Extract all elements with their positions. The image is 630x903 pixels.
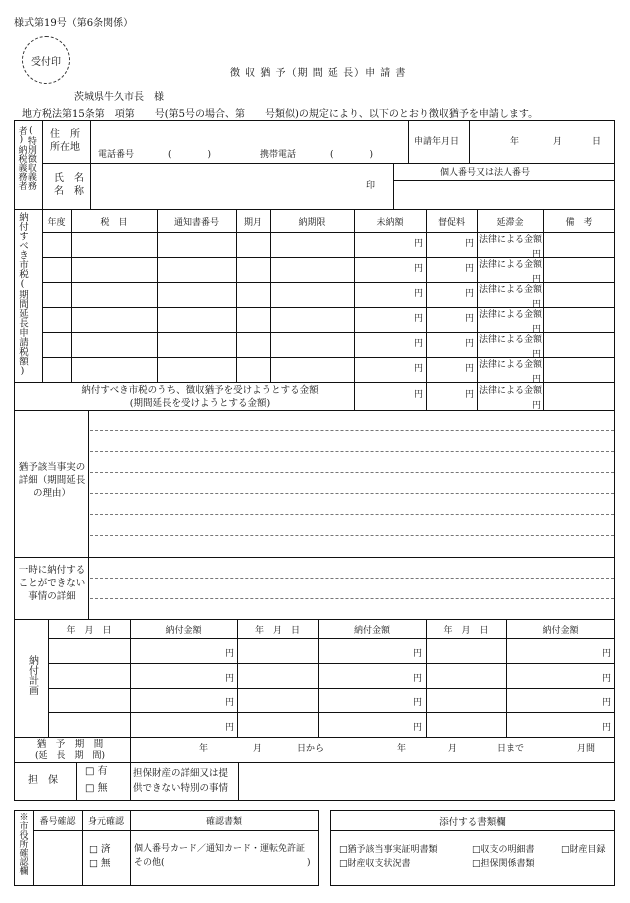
header-year: 年度 — [47, 217, 66, 228]
late-fee-text: 法律による金額 — [479, 335, 543, 345]
header-tax-item: 税 目 — [100, 217, 128, 228]
address-label-1: 住 所 — [50, 129, 80, 140]
collateral-no-checkbox[interactable]: □ 無 — [85, 783, 108, 794]
demand-yen: 円 — [465, 364, 475, 374]
total-unpaid-yen: 円 — [414, 390, 424, 400]
id-number-input[interactable] — [394, 181, 614, 208]
doc-text-1: 個人番号カード／通知カード・運転免許証 — [134, 844, 306, 854]
lump-sum-input-area[interactable] — [90, 559, 614, 618]
collateral-detail-1: 担保財産の詳細又は提 — [133, 768, 229, 779]
period-label-1: 猶 予 期 間 — [36, 739, 104, 750]
attachments-title: 添付する書類欄 — [439, 816, 506, 828]
name-label-1: 氏 名 — [54, 173, 84, 184]
total-label-1: 納付すべき市税のうち、徴収猶予を受けようとする金額 — [81, 385, 319, 396]
form-number: 様式第19号（第6条関係） — [14, 18, 134, 29]
period-from-year: 年 — [199, 744, 209, 754]
preamble: 地方税法第15条第 項第 号(第5号の場合、第 号類似)の規定により、以下のとおり徴収猶予を申請します。 — [22, 109, 539, 120]
plan-amount-header-3: 納付金額 — [542, 625, 579, 636]
collateral-yes-checkbox[interactable]: □ 有 — [85, 766, 108, 777]
unpaid-yen: 円 — [414, 239, 424, 249]
header-late-fee: 延滞金 — [496, 217, 524, 228]
date-year: 年 — [510, 137, 520, 147]
late-fee-yen: 円 — [532, 300, 542, 310]
late-fee-text: 法律による金額 — [479, 360, 543, 370]
doc-text-2: その他( — [134, 858, 165, 868]
period-months: 月間 — [577, 744, 596, 754]
total-late-fee-text: 法律による金額 — [479, 386, 543, 396]
attachment-fact-proof-checkbox[interactable]: □猶予該当事実証明書類 — [339, 845, 438, 855]
unpaid-yen: 円 — [414, 364, 424, 374]
collateral-detail-input[interactable] — [240, 764, 614, 800]
stamp-label: 受付印 — [31, 56, 61, 68]
collateral-label: 担 保 — [28, 775, 58, 786]
total-late-fee-yen: 円 — [532, 401, 542, 411]
demand-yen: 円 — [465, 314, 475, 324]
plan-yen: 円 — [413, 723, 423, 733]
late-fee-text: 法律による金額 — [479, 310, 543, 320]
plan-date-header-3: 年 月 日 — [443, 625, 489, 636]
late-fee-yen: 円 — [532, 350, 542, 360]
period-from-month: 月 — [253, 744, 263, 754]
office-use-side-label: ※市役所確認欄 — [17, 812, 28, 875]
phone-label: 電話番号 — [98, 150, 135, 160]
total-demand-yen: 円 — [465, 390, 475, 400]
period-from: 日から — [297, 744, 325, 754]
address-label-2: 所在地 — [50, 142, 80, 153]
late-fee-yen: 円 — [532, 250, 542, 260]
name-label-2: 名 称 — [54, 186, 84, 197]
date-month: 月 — [553, 137, 563, 147]
unpaid-yen: 円 — [414, 289, 424, 299]
unpaid-yen: 円 — [414, 264, 424, 274]
late-fee-text: 法律による金額 — [479, 285, 543, 295]
attachment-property-list-checkbox[interactable]: □財産目録 — [561, 845, 606, 855]
header-number-check: 番号確認 — [39, 817, 76, 827]
tax-side-label: 納付すべき市税(期間延長申請税額) — [16, 212, 28, 377]
identity-none-checkbox[interactable]: □ 無 — [89, 858, 111, 869]
mobile-label: 携帯電話 — [260, 150, 297, 160]
period-to-month: 月 — [448, 744, 458, 754]
period-label-2: (延 長 期 間) — [34, 751, 106, 761]
demand-yen: 円 — [465, 264, 475, 274]
header-notice-number: 通知書番号 — [173, 217, 219, 228]
mobile-field[interactable]: ( ) — [330, 150, 374, 160]
header-demand-fee: 督促料 — [437, 217, 465, 228]
attachment-collateral-docs-checkbox[interactable]: □担保関係書類 — [472, 859, 535, 869]
identity-done-checkbox[interactable]: □ 済 — [89, 844, 111, 855]
plan-yen: 円 — [602, 649, 612, 659]
date-day: 日 — [592, 137, 602, 147]
unpaid-yen: 円 — [414, 314, 424, 324]
demand-yen: 円 — [465, 239, 475, 249]
applicant-side-label: (特別徴収義務者)納税義務者 — [16, 126, 36, 190]
header-remarks: 備 考 — [565, 217, 593, 228]
plan-date-header-2: 年 月 日 — [254, 625, 300, 636]
late-fee-text: 法律による金額 — [479, 260, 543, 270]
header-period: 期月 — [243, 217, 262, 228]
id-number-label: 個人番号又は法人番号 — [440, 168, 531, 178]
payment-plan-side-label: 納付計画 — [26, 655, 38, 695]
plan-yen: 円 — [225, 674, 235, 684]
plan-date-header-1: 年 月 日 — [66, 625, 112, 636]
plan-amount-header-2: 納付金額 — [353, 625, 390, 636]
seal-label: 印 — [366, 181, 376, 191]
page-title: 徴 収 猶 予（期 間 延 長）申 請 書 — [230, 68, 407, 79]
plan-yen: 円 — [602, 674, 612, 684]
plan-yen: 円 — [225, 649, 235, 659]
doc-text-close: ) — [307, 858, 311, 868]
attachment-property-status-checkbox[interactable]: □財産収支状況書 — [339, 859, 411, 869]
plan-yen: 円 — [602, 723, 612, 733]
addressee: 茨城県牛久市長 様 — [74, 92, 164, 103]
late-fee-yen: 円 — [532, 275, 542, 285]
phone-field[interactable]: ( ) — [168, 150, 212, 160]
plan-yen: 円 — [602, 698, 612, 708]
details-input-area[interactable] — [90, 412, 614, 556]
application-date-label: 申請年月日 — [414, 137, 460, 147]
late-fee-yen: 円 — [532, 375, 542, 385]
collateral-detail-2: 供できない特別の事情 — [133, 783, 229, 794]
plan-yen: 円 — [413, 698, 423, 708]
demand-yen: 円 — [465, 339, 475, 349]
plan-yen: 円 — [413, 649, 423, 659]
lump-sum-label: 一時に納付することができない事情の詳細 — [18, 565, 86, 602]
unpaid-yen: 円 — [414, 339, 424, 349]
demand-yen: 円 — [465, 289, 475, 299]
attachment-income-statement-checkbox[interactable]: □収支の明細書 — [472, 845, 535, 855]
plan-yen: 円 — [413, 674, 423, 684]
period-to: 日まで — [497, 744, 525, 754]
late-fee-text: 法律による金額 — [479, 235, 543, 245]
header-due-date: 納期限 — [298, 217, 326, 228]
header-identity-check: 身元確認 — [87, 817, 124, 827]
total-label-2: (期間延長を受けようとする金額) — [129, 398, 271, 409]
header-unpaid: 未納額 — [376, 217, 404, 228]
plan-yen: 円 — [225, 723, 235, 733]
period-input-area[interactable] — [132, 739, 614, 761]
plan-amount-header-1: 納付金額 — [165, 625, 202, 636]
plan-yen: 円 — [225, 698, 235, 708]
late-fee-yen: 円 — [532, 325, 542, 335]
reception-stamp — [22, 36, 70, 84]
name-input-area[interactable] — [92, 165, 392, 208]
period-to-year: 年 — [397, 744, 407, 754]
details-label: 猶予該当事実の詳細（期間延長の理由） — [18, 462, 86, 499]
header-check-documents: 確認書類 — [205, 817, 242, 827]
